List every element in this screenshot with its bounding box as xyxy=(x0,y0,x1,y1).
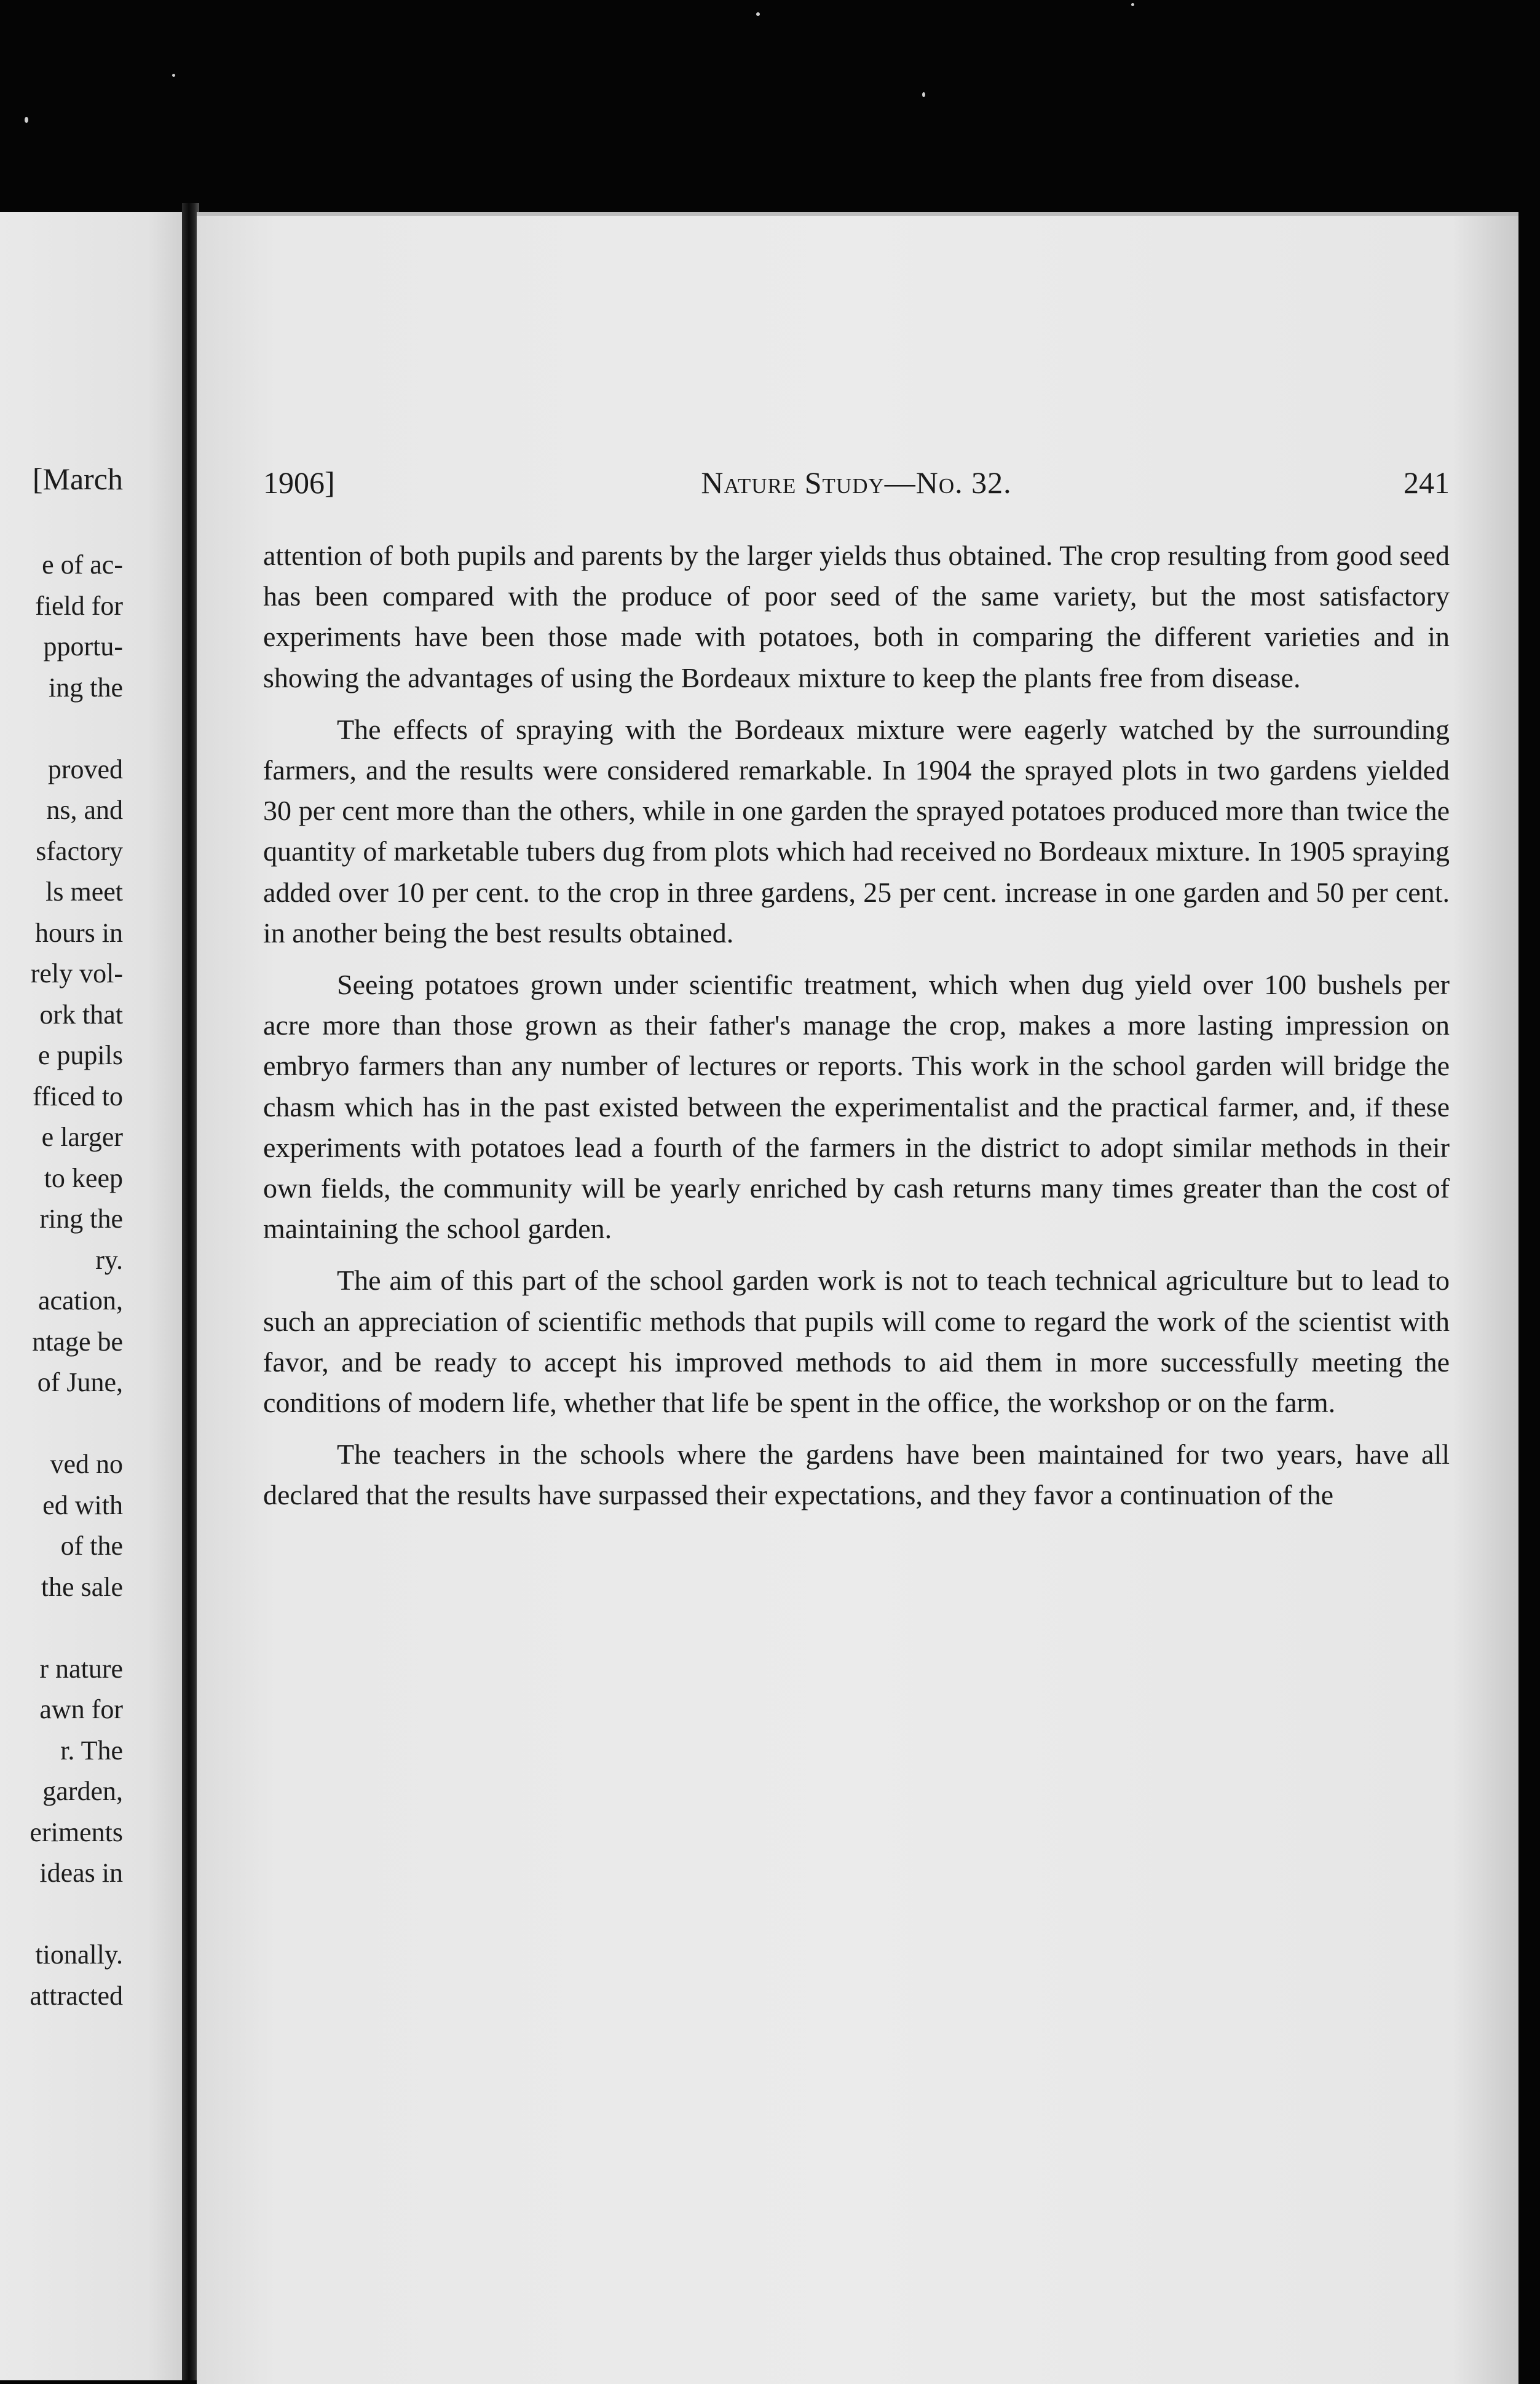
previous-page-line: ry. xyxy=(95,1244,123,1275)
previous-page-line: r nature xyxy=(39,1653,123,1684)
previous-page-line: sfactory xyxy=(36,835,123,866)
previous-page-line: rely vol- xyxy=(30,958,123,989)
paragraph: The aim of this part of the school garden work is not to teach technical agriculture but to lead to such an appreciation of scientific methods that pupils will come to regard the work of the scientist with favor, and be ready to accept his improved methods to aid them in more successfully meeting the conditions of modern life, whether that life be spent in the office, the workshop or on the farm. xyxy=(263,1265,1450,1419)
previous-page-line: ved no xyxy=(50,1449,123,1479)
previous-page-line: ntage be xyxy=(32,1326,123,1357)
previous-page-line: eriments xyxy=(30,1817,123,1847)
paragraph: Seeing potatoes grown under scientific treatment, which when dug yield over 100 bushels per acre more than those grown as their father's manage the crop, makes a more lasting impression on embryo farmers than any number of lectures or reports. This work in the school garden will bridge the chasm which has in the past existed between the experimentalist and the practical farmer, and, if these experiments with potatoes lead a fourth of the farmers in the district to adopt similar methods in their own fields, the community will be yearly enriched by cash returns many times greater than the cost of maintaining the school garden. xyxy=(263,969,1450,1245)
previous-page-line: e of ac- xyxy=(42,550,123,580)
scan-speck xyxy=(1131,3,1134,6)
previous-page-line: attracted xyxy=(30,1980,123,2011)
previous-page-line: to keep xyxy=(44,1162,123,1193)
previous-page-line: ork that xyxy=(39,999,123,1030)
paragraph: The teachers in the schools where the gardens have been maintained for two years, have all declared that the results have surpassed their expectations, and they favor a continuation of the xyxy=(263,1439,1450,1511)
scan-speck xyxy=(25,117,28,123)
body-text xyxy=(263,535,1450,1527)
previous-page-fragment xyxy=(0,212,184,2380)
previous-page-line: proved xyxy=(47,754,123,784)
previous-page-line: awn for xyxy=(39,1694,123,1724)
previous-page-line: acation, xyxy=(38,1285,123,1316)
previous-page-line: hours in xyxy=(35,917,123,948)
previous-page-line: of June, xyxy=(37,1367,123,1397)
scan-speck xyxy=(172,74,175,77)
journal-title: Nature Study—No. 32. xyxy=(701,465,1012,500)
previous-page-line: ing the xyxy=(49,672,123,703)
book-page xyxy=(197,212,1518,2384)
paragraph: attention of both pupils and parents by the larger yields thus obtained. The crop resulting from good seed has been compared with the produce of poor seed of the same variety, but the most satisfactory experiments have been those made with potatoes, both in comparing the different varieties and in showing the advantages of using the Bordeaux mixture to keep the plants free from disease. xyxy=(263,540,1450,693)
running-head xyxy=(263,465,1450,508)
previous-page-line: tionally. xyxy=(35,1940,123,1970)
previous-page-line: ls meet xyxy=(45,877,123,907)
previous-page-line: e larger xyxy=(41,1122,123,1152)
previous-page-line: ns, and xyxy=(46,795,123,825)
previous-page-line: e pupils xyxy=(38,1040,123,1070)
scan-speck xyxy=(756,12,760,16)
previous-page-line: ring the xyxy=(39,1204,123,1234)
previous-page-line: ideas in xyxy=(39,1858,123,1888)
previous-page-line: pportu- xyxy=(43,631,123,661)
page-year: 1906] xyxy=(263,465,335,500)
previous-page-header: [March xyxy=(32,462,123,496)
scan-speck xyxy=(922,92,925,97)
page-number: 241 xyxy=(1404,465,1450,500)
previous-page-line: ed with xyxy=(42,1490,123,1520)
previous-page-line: of the xyxy=(60,1531,123,1561)
paragraph: The effects of spraying with the Bordeaux mixture were eagerly watched by the surrounding farmers, and the results were considered remarkable. In 1904 the sprayed plots in two gardens yielded 30 per cent more than the others, while in one garden the sprayed potatoes produced more than twice the quantity of marketable tubers dug from plots which had received no Bordeaux mixture. In 1905 spraying added over 10 per cent. to the crop in three gardens, 25 per cent. increase in one garden and 50 per cent. in another being the best results obtained. xyxy=(263,713,1450,949)
previous-page-line: the sale xyxy=(41,1571,123,1602)
previous-page-line: field for xyxy=(35,590,123,621)
previous-page-line: garden, xyxy=(42,1776,123,1806)
previous-page-line: fficed to xyxy=(32,1081,123,1111)
previous-page-line: r. The xyxy=(60,1735,123,1766)
